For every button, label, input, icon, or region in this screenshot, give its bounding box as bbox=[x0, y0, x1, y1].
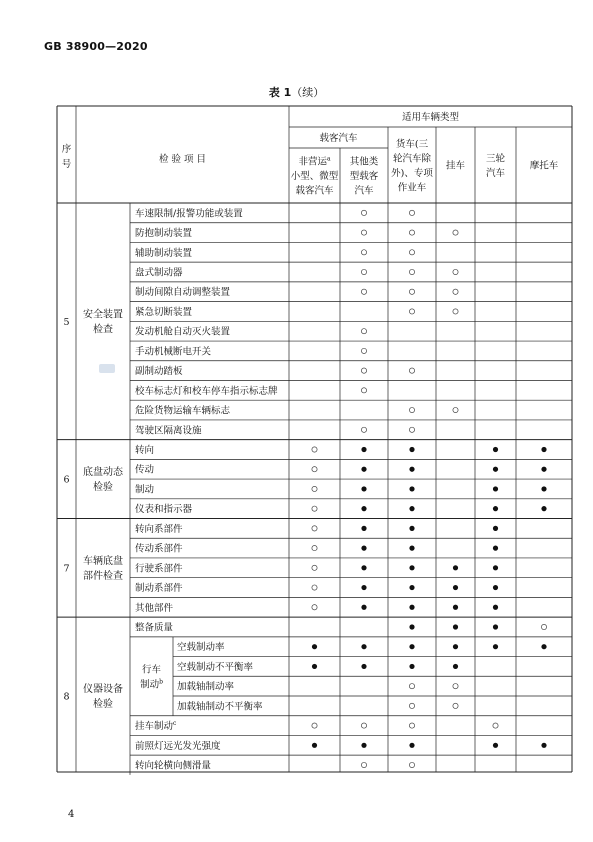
mark-optional bbox=[312, 605, 317, 610]
doc-code: GB 38900—2020 bbox=[44, 40, 148, 53]
row-item: 加载轴制动不平衡率 bbox=[177, 701, 263, 713]
mark-required bbox=[541, 644, 546, 649]
mark-optional bbox=[361, 368, 366, 373]
seq-header: 序 bbox=[61, 144, 72, 155]
row-item: 传动系部件 bbox=[135, 543, 183, 555]
row-item: 手动机械断电开关 bbox=[135, 346, 212, 358]
row-item: 盘式制动器 bbox=[135, 267, 183, 279]
row-item: 空载制动率 bbox=[177, 642, 225, 654]
col-header: 小型、微型 bbox=[290, 171, 339, 182]
row-item: 行驶系部件 bbox=[135, 563, 183, 575]
mark-required bbox=[453, 605, 458, 610]
mark-optional bbox=[361, 723, 366, 728]
group-name: 车辆底盘 bbox=[83, 555, 123, 567]
mark-required bbox=[409, 644, 414, 649]
mark-required bbox=[361, 664, 366, 669]
mark-required bbox=[493, 565, 498, 570]
mark-optional bbox=[312, 486, 317, 491]
mark-optional bbox=[312, 565, 317, 570]
mark-optional bbox=[361, 388, 366, 393]
mark-required bbox=[409, 624, 414, 629]
mark-optional bbox=[453, 407, 458, 412]
mark-required bbox=[312, 644, 317, 649]
mark-optional bbox=[453, 684, 458, 689]
watermark-logo bbox=[99, 364, 115, 373]
mark-optional bbox=[453, 309, 458, 314]
mark-required bbox=[361, 565, 366, 570]
mark-optional bbox=[361, 269, 366, 274]
row-item: 危险货物运输车辆标志 bbox=[135, 405, 231, 417]
mark-required bbox=[312, 743, 317, 748]
group-name: 检查 bbox=[93, 324, 113, 336]
col-header: 载客汽车 bbox=[295, 185, 334, 197]
mark-optional bbox=[361, 348, 366, 353]
mark-required bbox=[409, 743, 414, 748]
mark-required bbox=[493, 585, 498, 590]
col-header: 汽车 bbox=[485, 167, 506, 179]
mark-optional bbox=[453, 269, 458, 274]
row-item: 转向轮横向侧滑量 bbox=[135, 760, 212, 772]
col-header: 外)、专项 bbox=[391, 167, 433, 179]
col-header: 挂车 bbox=[445, 160, 466, 172]
item-header: 检 验 项 目 bbox=[158, 154, 207, 165]
row-item: 传动 bbox=[135, 464, 155, 476]
mark-optional bbox=[409, 289, 414, 294]
table-label: 表 1 bbox=[268, 86, 292, 99]
group-seq: 5 bbox=[63, 316, 70, 328]
mark-optional bbox=[361, 289, 366, 294]
mark-optional bbox=[361, 762, 366, 767]
mark-required bbox=[361, 605, 366, 610]
mark-required bbox=[493, 506, 498, 511]
mark-required bbox=[493, 605, 498, 610]
mark-optional bbox=[409, 723, 414, 728]
mark-optional bbox=[409, 684, 414, 689]
row-item: 整备质量 bbox=[135, 622, 174, 634]
mark-optional bbox=[541, 624, 546, 629]
mark-optional bbox=[312, 723, 317, 728]
mark-required bbox=[361, 447, 366, 452]
row-item: 加载轴制动率 bbox=[177, 681, 235, 693]
mark-required bbox=[361, 585, 366, 590]
row-item: 紧急切断装置 bbox=[135, 306, 193, 318]
mark-required bbox=[409, 506, 414, 511]
row-item: 空载制动不平衡率 bbox=[177, 661, 254, 673]
col-header: 摩托车 bbox=[529, 160, 559, 172]
row-item: 其他部件 bbox=[135, 602, 174, 614]
page-number: 4 bbox=[68, 809, 75, 820]
col-header: 汽车 bbox=[354, 185, 374, 197]
mark-required bbox=[493, 624, 498, 629]
row-item: 发动机舱自动灭火装置 bbox=[135, 326, 231, 338]
mark-optional bbox=[312, 467, 317, 472]
mark-required bbox=[493, 526, 498, 531]
mark-optional bbox=[409, 309, 414, 314]
mark-required bbox=[409, 664, 414, 669]
row-item: 辅助制动装置 bbox=[135, 247, 193, 259]
mark-optional bbox=[361, 210, 366, 215]
mark-optional bbox=[312, 546, 317, 551]
sub-label: 制动$^b$ bbox=[140, 678, 163, 691]
row-item: 车速限制/报警功能或装置 bbox=[135, 208, 243, 220]
group-name: 检验 bbox=[93, 482, 113, 494]
row-item: 制动间隙自动调整装置 bbox=[135, 287, 231, 299]
mark-required bbox=[453, 624, 458, 629]
row-item: 挂车制动$^c$ bbox=[135, 720, 177, 733]
col-header: 三轮 bbox=[485, 153, 506, 165]
col-header: 作业车 bbox=[397, 182, 427, 194]
mark-optional bbox=[409, 407, 414, 412]
row-item: 驾驶区隔离设施 bbox=[135, 425, 202, 437]
row-item: 制动 bbox=[135, 484, 155, 496]
mark-required bbox=[493, 644, 498, 649]
mark-required bbox=[409, 585, 414, 590]
mark-optional bbox=[409, 269, 414, 274]
mark-required bbox=[493, 467, 498, 472]
group-name: 安全装置 bbox=[83, 309, 123, 321]
mark-optional bbox=[409, 230, 414, 235]
mark-required bbox=[453, 664, 458, 669]
mark-optional bbox=[409, 762, 414, 767]
mark-required bbox=[361, 644, 366, 649]
group-name: 仪器设备 bbox=[83, 684, 123, 695]
mark-optional bbox=[409, 427, 414, 432]
mark-optional bbox=[361, 329, 366, 334]
mark-optional bbox=[453, 703, 458, 708]
mark-required bbox=[541, 506, 546, 511]
table-cont: （续） bbox=[291, 86, 325, 99]
group-seq: 6 bbox=[63, 474, 70, 486]
mark-optional bbox=[409, 210, 414, 215]
mark-required bbox=[493, 486, 498, 491]
mark-required bbox=[493, 743, 498, 748]
mark-required bbox=[541, 486, 546, 491]
row-item: 校车标志灯和校车停车指示标志牌 bbox=[135, 385, 278, 397]
mark-required bbox=[361, 546, 366, 551]
mark-optional bbox=[453, 289, 458, 294]
mark-required bbox=[493, 447, 498, 452]
mark-required bbox=[361, 743, 366, 748]
mark-optional bbox=[312, 506, 317, 511]
col-header: 型载客 bbox=[349, 171, 379, 182]
mark-required bbox=[409, 565, 414, 570]
mark-optional bbox=[361, 230, 366, 235]
mark-required bbox=[409, 486, 414, 491]
mark-required bbox=[409, 526, 414, 531]
row-item: 防抱制动装置 bbox=[135, 228, 193, 240]
sub-label: 行车 bbox=[141, 664, 162, 676]
group-name: 底盘动态 bbox=[83, 467, 123, 479]
mark-required bbox=[453, 585, 458, 590]
mark-optional bbox=[409, 703, 414, 708]
group-name: 检验 bbox=[93, 699, 113, 710]
group-seq: 7 bbox=[63, 563, 70, 575]
mark-required bbox=[361, 526, 366, 531]
row-item: 转向 bbox=[135, 445, 155, 456]
mark-required bbox=[453, 565, 458, 570]
mark-optional bbox=[312, 585, 317, 590]
mark-optional bbox=[312, 526, 317, 531]
mark-optional bbox=[361, 250, 366, 255]
row-item: 制动系部件 bbox=[135, 583, 183, 595]
col-header: 轮汽车除 bbox=[392, 153, 432, 165]
mark-required bbox=[409, 605, 414, 610]
mark-required bbox=[541, 447, 546, 452]
mark-required bbox=[409, 447, 414, 452]
mark-required bbox=[361, 467, 366, 472]
mark-required bbox=[493, 546, 498, 551]
mark-optional bbox=[409, 250, 414, 255]
col-header: 货车(三 bbox=[395, 138, 429, 150]
mark-optional bbox=[493, 723, 498, 728]
mark-required bbox=[453, 644, 458, 649]
mark-optional bbox=[453, 230, 458, 235]
group-seq: 8 bbox=[63, 691, 70, 703]
col-header: 其他类 bbox=[349, 156, 379, 168]
mark-required bbox=[361, 506, 366, 511]
mark-optional bbox=[361, 427, 366, 432]
group-name: 部件检查 bbox=[83, 570, 123, 582]
applicable-header: 适用车辆类型 bbox=[401, 112, 460, 123]
row-item: 副制动踏板 bbox=[135, 366, 183, 378]
mark-required bbox=[409, 546, 414, 551]
row-item: 仪表和指示器 bbox=[135, 504, 193, 516]
row-item: 转向系部件 bbox=[135, 523, 183, 535]
mark-required bbox=[541, 467, 546, 472]
passenger-header: 载客汽车 bbox=[319, 133, 358, 144]
col-header: 非营运$^a$ bbox=[298, 155, 331, 168]
row-item: 前照灯远光发光强度 bbox=[135, 740, 221, 752]
mark-required bbox=[312, 664, 317, 669]
mark-optional bbox=[312, 447, 317, 452]
seq-header: 号 bbox=[61, 159, 72, 170]
mark-required bbox=[409, 467, 414, 472]
mark-required bbox=[361, 486, 366, 491]
mark-required bbox=[541, 743, 546, 748]
mark-optional bbox=[409, 368, 414, 373]
